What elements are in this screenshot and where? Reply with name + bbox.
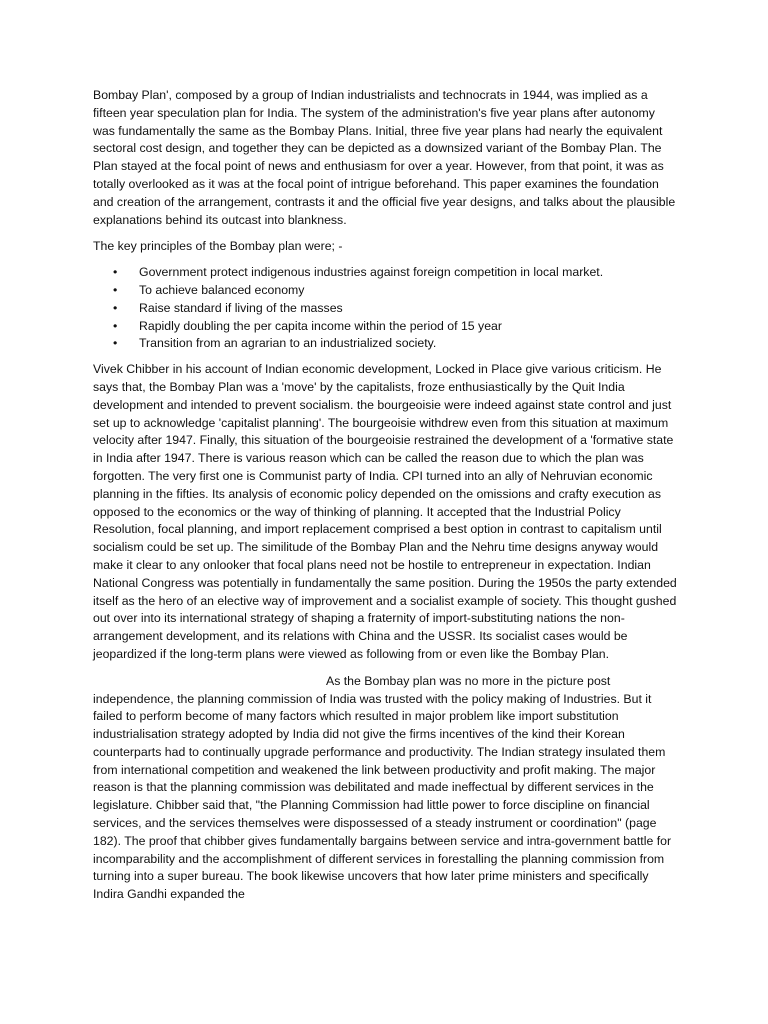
bullet-icon: • xyxy=(113,300,118,315)
bullet-icon: • xyxy=(113,265,118,280)
list-item xyxy=(93,318,677,336)
list-item xyxy=(93,282,677,300)
bullet-icon: • xyxy=(113,336,118,351)
list-item-text: Raise standard if living of the masses xyxy=(139,300,343,315)
list-item xyxy=(93,264,677,282)
bullet-icon: • xyxy=(113,318,118,333)
principles-heading: The key principles of the Bombay plan were; - xyxy=(93,239,343,254)
list-item xyxy=(93,300,677,318)
intro-paragraph: Bombay Plan', composed by a group of Indian industrialists and technocrats in 1944, was implied as a fifteen year speculation plan for India. The system of the administration's five year plans after autonomy was fundamentally the same as the Bombay Plans. Initial, three five year plans had nearly the equivalent sectoral cost design, and together they can be depicted as a downsized variant of the Bombay Plan. The Plan stayed at the focal point of news and enthusiasm for over a year. However, from that point, it was as totally overlooked as it was at the focal point of intrigue beforehand. This paper examines the foundation and creation of the arrangement, contrasts it and the official five year designs, and talks about the plausible explanations behind its outcast into blankness. xyxy=(93,88,676,227)
list-item-text: To achieve balanced economy xyxy=(139,282,305,297)
chibber-paragraph: Vivek Chibber in his account of Indian economic development, Locked in Place give various criticism. He says that, the Bombay Plan was a 'move' by the capitalists, froze enthusiastically by the Quit India development and intended to prevent socialism. the bourgeoisie were indeed against state control and just set up to acknowledge 'capitalist planning'. The bourgeoisie withdrew even from this situation at maximum velocity after 1947. Finally, this situation of the bourgeoisie restrained the development of a 'formative state in India after 1947. There is various reason which can be called the reason due to which the plan was forgotten. The very first one is Communist party of India. CPI turned into an ally of Nehruvian economic planning in the fifties. Its analysis of economic policy depended on the omissions and crafty execution as opposed to the economics or the way of thinking of planning. It accepted that the Industrial Policy Resolution, focal planning, and import replacement comprised a best option in contrast to capitalism until socialism could be set up. The similitude of the Bombay Plan and the Nehru time designs anyway would make it clear to any onlooker that focal plans need not be hostile to entrepreneur in expectation. Indian National Congress was potentially in fundamentally the same position. During the 1950s the party extended itself as the hero of an elective way of improvement and a socialist example of society. This thought gushed out over into its international strategy of shaping a fraternity of import-substituting nations the non-arrangement development, and its relations with China and the USSR. Its socialist cases would be jeopardized if the long-term plans were viewed as following from or even like the Bombay Plan. xyxy=(93,362,677,661)
list-item-text: Transition from an agrarian to an industrialized society. xyxy=(139,336,437,351)
planning-commission-paragraph: As the Bombay plan was no more in the picture post independence, the planning commission of India was trusted with the policy making of Industries. But it failed to perform become of many factors which resulted in major problem like import substitution industrialisation strategy adopted by India did not give the firms incentives of the kind their Korean counterparts had to continually upgrade performance and productivity. The Indian strategy insulated them from international competition and weakened the link between productivity and profit making. The major reason is that the planning commission was debilitated and made ineffectual by different services in the legislature. Chibber said that, "the Planning Commission had little power to force discipline on financial services, and the services themselves were dispossessed of a steady instrument or coordination" (page 182). The proof that chibber gives fundamentally bargains between service and intra-government battle for incomparability and the accomplishment of different services in forestalling the planning commission from turning into a super bureau. The book likewise uncovers that how later prime ministers and specifically Indira Gandhi expanded the xyxy=(93,673,672,902)
principles-list xyxy=(93,264,677,353)
bullet-icon: • xyxy=(113,282,118,297)
list-item-text: Government protect indigenous industries against foreign competition in local market. xyxy=(139,265,604,280)
document-page xyxy=(93,87,677,904)
list-item xyxy=(93,335,677,353)
list-item-text: Rapidly doubling the per capita income within the period of 15 year xyxy=(139,318,502,333)
